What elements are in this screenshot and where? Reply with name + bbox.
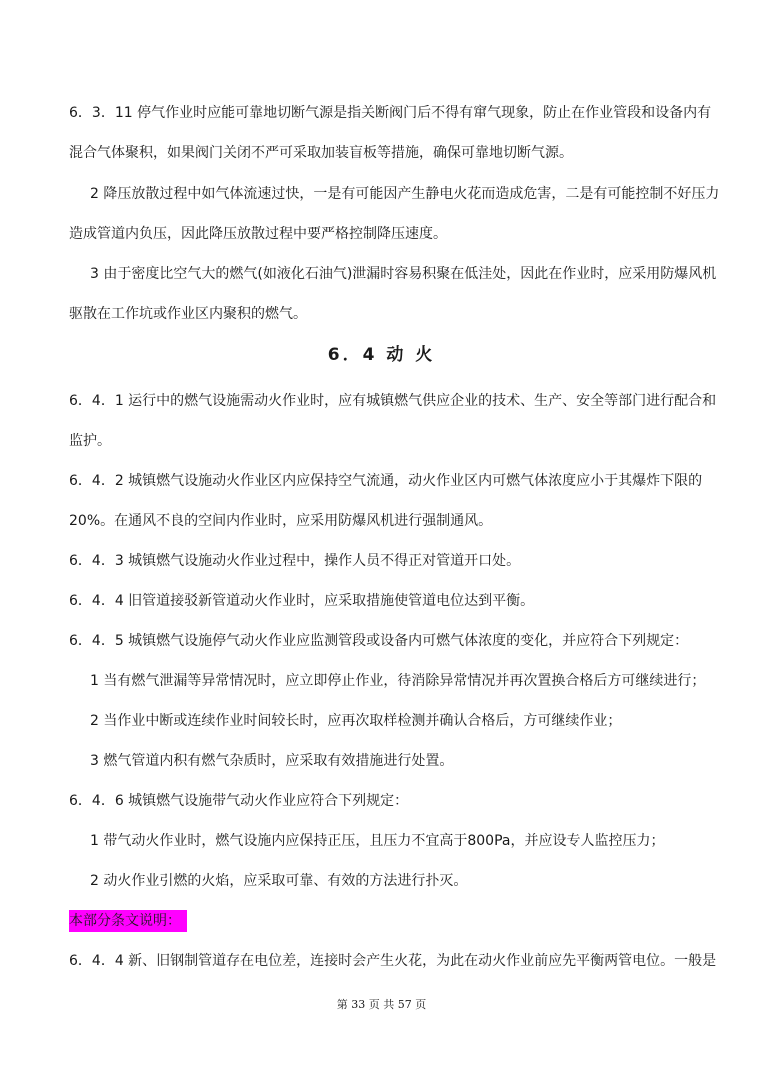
- clause-6-4-1-line1: 6．4．1 运行中的燃气设施需动火作业时，应有城镇燃气供应企业的技术、生产、安全等部门进行配合和: [69, 393, 717, 409]
- clause-6-4-5: 6．4．5 城镇燃气设施停气动火作业应监测管段或设备内可燃气体浓度的变化，并应符合下列规定：: [69, 633, 689, 649]
- clause-6-4-2-line2: 20%。在通风不良的空间内作业时，应采用防爆风机进行强制通风。: [69, 513, 493, 529]
- section-heading: 6．4 动 火: [327, 345, 436, 365]
- paragraph-item3-line2: 驱散在工作坑或作业区内聚积的燃气。: [69, 306, 307, 322]
- clause-6-4-5-item2: 2 当作业中断或连续作业时间较长时，应再次取样检测并确认合格后，方可继续作业；: [90, 713, 622, 729]
- clause-6-4-3: 6．4．3 城镇燃气设施动火作业过程中，操作人员不得正对管道开口处。: [69, 553, 521, 569]
- explanation-label-highlight: 本部分条文说明：: [69, 910, 187, 932]
- page-footer: 第 33 页 共 57 页: [336, 998, 427, 1011]
- paragraph-item3-line1: 3 由于密度比空气大的燃气(如液化石油气)泄漏时容易积聚在低洼处，因此在作业时，应采用防爆风机: [90, 266, 717, 282]
- paragraph-6-3-11-line1: 6．3．11 停气作业时应能可靠地切断气源是指关断阀门后不得有窜气现象，防止在作业管段和设备内有: [69, 105, 712, 121]
- clause-6-4-1-line2: 监护。: [69, 433, 111, 449]
- paragraph-item2-line1: 2 降压放散过程中如气体流速过快，一是有可能因产生静电火花而造成危害，二是有可能控制不好压力: [90, 186, 720, 202]
- clause-6-4-4: 6．4．4 旧管道接驳新管道动火作业时，应采取措施使管道电位达到平衡。: [69, 593, 535, 609]
- paragraph-item2-line2: 造成管道内负压，因此降压放散过程中要严格控制降压速度。: [69, 226, 447, 242]
- paragraph-6-3-11-line2: 混合气体聚积，如果阀门关闭不严可采取加装盲板等措施，确保可靠地切断气源。: [69, 145, 573, 161]
- clause-6-4-6-item1: 1 带气动火作业时，燃气设施内应保持正压，且压力不宜高于800Pa，并应设专人监控压力；: [90, 833, 665, 849]
- explanation-6-4-4: 6．4．4 新、旧钢制管道存在电位差，连接时会产生火花，为此在动火作业前应先平衡两管电位。一般是: [69, 953, 717, 969]
- clause-6-4-2-line1: 6．4．2 城镇燃气设施动火作业区内应保持空气流通，动火作业区内可燃气体浓度应小于其爆炸下限的: [69, 473, 703, 489]
- clause-6-4-5-item3: 3 燃气管道内积有燃气杂质时，应采取有效措施进行处置。: [90, 753, 454, 769]
- clause-6-4-5-item1: 1 当有燃气泄漏等异常情况时，应立即停止作业，待消除异常情况并再次置换合格后方可继续进行；: [90, 673, 706, 689]
- explanation-label-line: [69, 911, 187, 931]
- clause-6-4-6-item2: 2 动火作业引燃的火焰，应采取可靠、有效的方法进行扑灭。: [90, 873, 468, 889]
- clause-6-4-6: 6．4．6 城镇燃气设施带气动火作业应符合下列规定：: [69, 793, 409, 809]
